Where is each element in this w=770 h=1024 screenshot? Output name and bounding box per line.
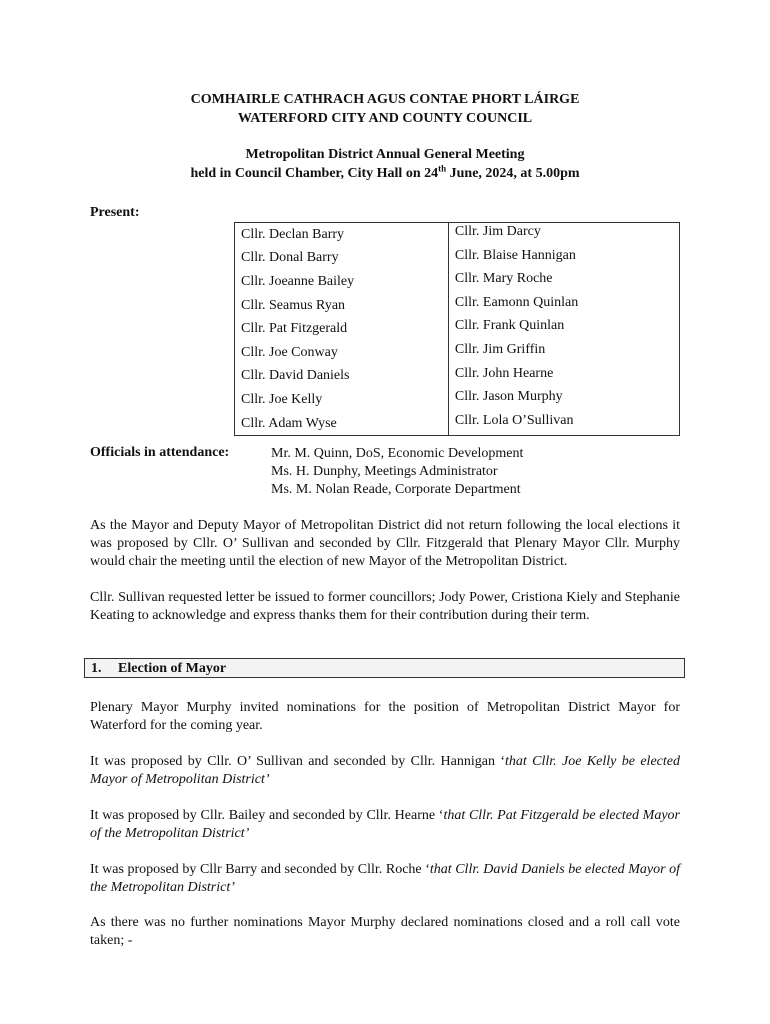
member-name: Cllr. Donal Barry (235, 247, 449, 271)
member-row (235, 365, 680, 389)
paragraph-chair-proposal: As the Mayor and Deputy Mayor of Metropolitan District did not return following the local elections it was proposed by Cllr. O’ Sullivan and seconded by Cllr. Fitzgerald that Plenary Mayor Cllr. Murphy would chair the meeting until the election of new Mayor of the Metropolitan District. (90, 518, 680, 569)
paragraph-roll-call: As there was no further nominations Mayor Murphy declared nominations closed and a roll call vote taken; - (90, 915, 680, 948)
paragraph-nomination-kelly (90, 753, 680, 789)
meeting-title: Metropolitan District Annual General Meeting (245, 147, 525, 162)
section-number: 1. (91, 661, 102, 676)
nomination-text: It was proposed by Cllr. O’ Sullivan and seconded by Cllr. Hannigan ‘ (90, 754, 505, 769)
member-row (235, 223, 680, 247)
council-header (0, 90, 770, 128)
date-suffix: th (438, 163, 447, 174)
member-name: Cllr. Seamus Ryan (235, 294, 449, 318)
paragraph-nomination-daniels (90, 861, 680, 897)
section-heading-election-of-mayor (84, 658, 685, 678)
member-name: Cllr. Pat Fitzgerald (235, 317, 449, 341)
member-name: Cllr. Joe Kelly (235, 388, 449, 412)
nomination-motion: that Cllr. David Daniels be elected Mayor of the Metropolitan District’ (90, 862, 680, 895)
member-row (235, 341, 680, 365)
official-item: Mr. M. Quinn, DoS, Economic Development (271, 446, 524, 461)
member-name: Cllr. Jim Griffin (448, 341, 679, 365)
member-row (235, 412, 680, 436)
member-row (235, 247, 680, 271)
members-present-table (234, 222, 680, 436)
nomination-text: It was proposed by Cllr Barry and seconded by Cllr. Roche ‘ (90, 862, 430, 877)
member-row (235, 388, 680, 412)
member-name: Cllr. Jim Darcy (448, 223, 679, 247)
member-name: Cllr. Eamonn Quinlan (448, 294, 679, 318)
member-name: Cllr. David Daniels (235, 365, 449, 389)
council-name-english: WATERFORD CITY AND COUNTY COUNCIL (237, 111, 533, 126)
member-name: Cllr. Joe Conway (235, 341, 449, 365)
section-title: Election of Mayor (118, 661, 227, 676)
officials-list (271, 445, 523, 499)
member-name: Cllr. Blaise Hannigan (448, 247, 679, 271)
meeting-details-prefix: held in Council Chamber, City Hall on 24 (190, 166, 439, 181)
officials-label: Officials in attendance: (90, 445, 230, 460)
member-name: Cllr. Frank Quinlan (448, 317, 679, 341)
paragraph-nominations-invited: Plenary Mayor Murphy invited nominations for the position of Metropolitan District Mayor for Waterford for the coming year. (90, 700, 680, 733)
member-name: Cllr. John Hearne (448, 365, 679, 389)
nomination-motion: that Cllr. Joe Kelly be elected Mayor of Metropolitan District’ (90, 754, 680, 787)
meeting-header (0, 145, 770, 183)
member-name: Cllr. Joeanne Bailey (235, 270, 449, 294)
member-name: Cllr. Mary Roche (448, 270, 679, 294)
nomination-motion: that Cllr. Pat Fitzgerald be elected Mayor of the Metropolitan District’ (90, 808, 680, 841)
paragraph-nomination-fitzgerald (90, 807, 680, 843)
member-name: Cllr. Jason Murphy (448, 388, 679, 412)
paragraph-thanks-request: Cllr. Sullivan requested letter be issued to former councillors; Jody Power, Cristiona Kiely and Stephanie Keating to acknowledge and express thanks them for their contribution during their term. (90, 590, 680, 623)
meeting-details (0, 164, 770, 183)
member-name: Cllr. Adam Wyse (235, 412, 449, 436)
member-name: Cllr. Lola O’Sullivan (448, 412, 679, 436)
meeting-details-suffix: June, 2024, at 5.00pm (446, 166, 580, 181)
official-item: Ms. H. Dunphy, Meetings Administrator (271, 464, 498, 479)
nomination-text: It was proposed by Cllr. Bailey and seconded by Cllr. Hearne ‘ (90, 808, 444, 823)
present-label: Present: (90, 205, 140, 220)
member-row (235, 294, 680, 318)
council-name-irish: COMHAIRLE CATHRACH AGUS CONTAE PHORT LÁIRGE (190, 92, 580, 107)
official-item: Ms. M. Nolan Reade, Corporate Department (271, 482, 521, 497)
member-row (235, 270, 680, 294)
member-row (235, 317, 680, 341)
member-name: Cllr. Declan Barry (235, 223, 449, 247)
